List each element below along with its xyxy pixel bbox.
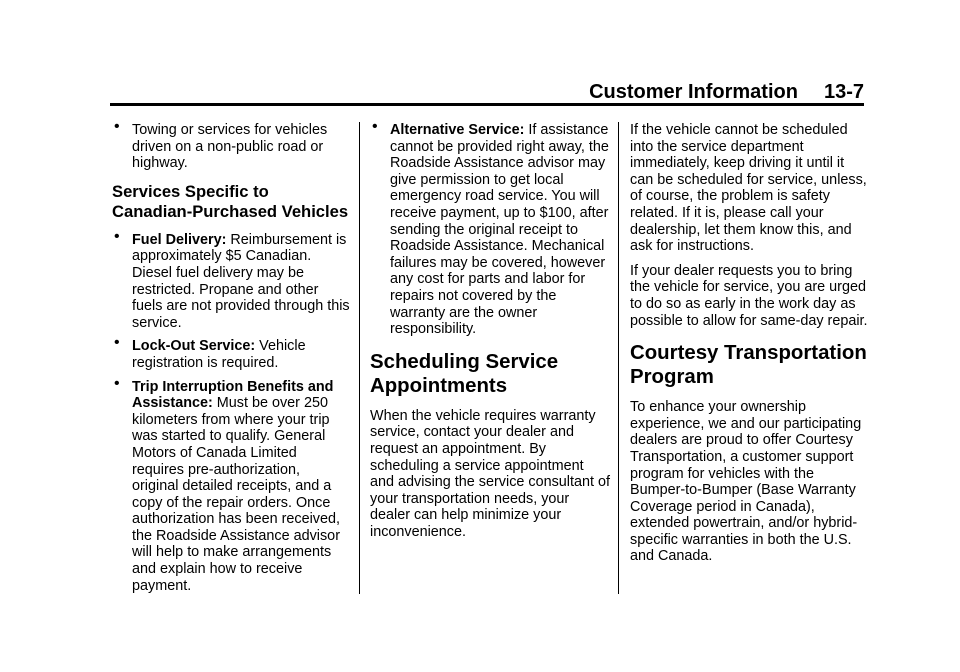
- trip-interruption-label: Trip Interruption Benefits and Assistance:: [132, 378, 334, 412]
- bullet-towing: [112, 118, 350, 172]
- header-rule: [110, 103, 864, 106]
- bullet-icon: •: [372, 118, 378, 135]
- dealer-requests-paragraph: If your dealer requests you to bring the vehicle for service, you are urged to do so as early in the work day as possible to allow for same-day repair.: [630, 262, 868, 329]
- fuel-delivery-label: Fuel Delivery:: [132, 231, 227, 248]
- fuel-delivery-text: Reimbursement is approximately $5 Canadian. Diesel fuel delivery may be restricted. Propane and other fuels are not provided through this service.: [132, 231, 350, 331]
- alternative-service-label: Alternative Service:: [390, 122, 525, 138]
- column-3: [630, 122, 870, 573]
- bullet-icon: •: [114, 118, 120, 135]
- bullet-lockout: [112, 334, 350, 371]
- bullet-alternative-service: [370, 118, 610, 338]
- section-title: Customer Information: [589, 81, 798, 103]
- lockout-label: Lock-Out Service:: [132, 338, 256, 355]
- column-divider-1: [359, 122, 360, 594]
- lockout-text: Vehicle registration is required.: [132, 338, 306, 371]
- bullet-icon: •: [114, 334, 120, 352]
- page-number: 13-7: [823, 81, 864, 103]
- bullet-towing-text: Towing or services for vehicles driven on a non-public road or highway.: [132, 122, 328, 172]
- alternative-service-text: If assistance cannot be provided right away, the Roadside Assistance advisor may give permission to get local emergency road service. You will receive payment, up to $100, after sending the original receipt to Roadside Assistance. Mechanical failures may be covered, however any cost for parts and labor for repairs not covered by the warranty are the owner responsibility.: [390, 122, 609, 338]
- column-1: [112, 118, 350, 601]
- heading-canadian-services: Services Specific to Canadian-Purchased Vehicles: [112, 181, 349, 221]
- trip-interruption-text: Must be over 250 kilometers from where your trip was started to qualify. General Motors of Canada Limited requires pre-authorization, original detailed receipts, and a copy of the repair orders. Once authorization has been received, the Roadside Assistance advisor will help to make arrangements and explain how to receive payment.: [132, 395, 341, 594]
- column-2: [370, 118, 610, 548]
- bullet-icon: •: [114, 374, 120, 392]
- heading-scheduling: Scheduling Service Appointments: [370, 350, 559, 397]
- running-header: [589, 78, 864, 106]
- heading-courtesy-transportation: Courtesy Transportation Program: [630, 342, 867, 389]
- scheduling-paragraph: When the vehicle requires warranty service, contact your dealer and request an appointment. By scheduling a service appointment and advising the service consultant of your transportation needs, your dealer can help minimize your inconvenience.: [370, 407, 610, 540]
- courtesy-paragraph: To enhance your ownership experience, we and our participating dealers are proud to offer Courtesy Transportation, a customer support program for vehicles with the Bumper-to-Bumper (Base Warranty Coverage period in Canada), extended powertrain, and/or hybrid-specific warranties in both the U.S. and Canada.: [630, 399, 862, 565]
- bullet-trip-interruption: [112, 374, 350, 595]
- column-divider-2: [618, 122, 619, 594]
- bullet-fuel-delivery: [112, 227, 350, 332]
- bullet-icon: •: [114, 227, 120, 245]
- cannot-schedule-paragraph: If the vehicle cannot be scheduled into the service department immediately, keep driving it until it can be scheduled for service, unless, of course, the problem is safety related. If it is, please call your dealership, let them know this, and ask for instructions.: [630, 122, 867, 255]
